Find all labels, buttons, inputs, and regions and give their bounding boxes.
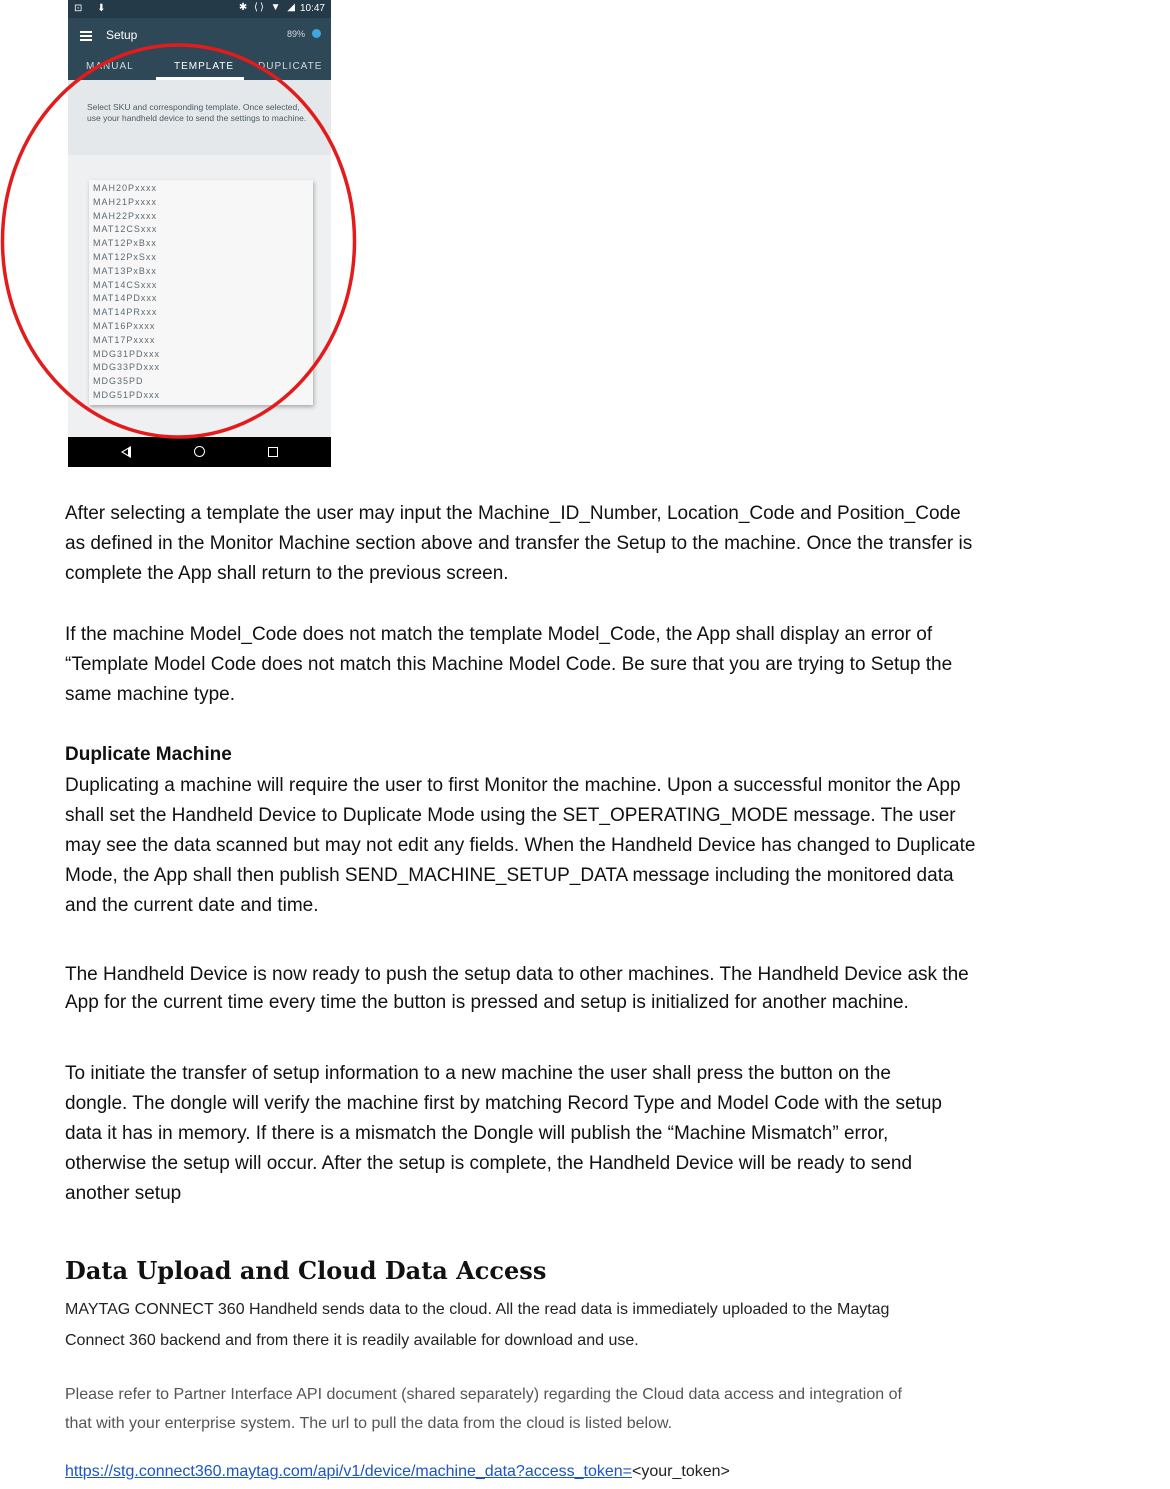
section-heading-data-upload: Data Upload and Cloud Data Access <box>65 1256 547 1285</box>
red-annotation-circle <box>0 42 357 440</box>
para-handheld-ready: The Handheld Device is now ready to push the setup data to other machines. The Handheld Device ask the App for the current time every time the button is pressed and setup is initialized for another machine. <box>65 964 969 1013</box>
instructions-text: Select SKU and corresponding template. Once selected, use your handheld device to send the settings to machine. <box>87 102 307 123</box>
sku-item[interactable]: MAT12PxBxx <box>93 238 157 249</box>
sku-item[interactable]: MAT13PxBxx <box>93 265 157 276</box>
back-icon[interactable] <box>121 446 131 458</box>
sku-item[interactable]: MAT12CSxxx <box>93 224 158 235</box>
battery-level: 89% <box>286 29 305 39</box>
token-placeholder: <your_token> <box>632 1463 730 1480</box>
menu-icon[interactable] <box>80 31 92 41</box>
sku-item[interactable]: MDG35PD <box>93 376 144 387</box>
status-bar <box>68 0 331 18</box>
signal-icons: ✱ ⟨⟩ ▼ ◢ <box>238 2 297 13</box>
duplicate-machine-heading: Duplicate Machine <box>65 744 232 765</box>
sku-item[interactable]: MAT16Pxxxx <box>93 321 156 331</box>
status-time: 10:47 <box>299 3 325 14</box>
sku-item[interactable]: MAT12PxSxx <box>93 252 157 262</box>
app-title: Setup <box>106 28 138 42</box>
sku-item[interactable]: MAH20Pxxxx <box>93 183 158 193</box>
home-icon[interactable] <box>194 446 205 457</box>
sku-item[interactable]: MDG31PDxxx <box>93 348 161 359</box>
api-url-link[interactable]: https://stg.connect360.maytag.com/api/v1/device/machine_data?access_token= <box>65 1463 633 1480</box>
tab-duplicate[interactable]: DUPLICATE <box>258 61 323 72</box>
sku-item[interactable]: MAT14PRxxx <box>93 307 158 318</box>
tab-manual[interactable]: MANUAL <box>86 61 134 72</box>
android-nav-bar <box>68 437 331 467</box>
para-model-mismatch: If the machine Model_Code does not match the template Model_Code, the App shall display an error of “Template Model Code does not match this Machine Model Code. Be sure that you are trying to Setup the same machine type. <box>65 624 953 705</box>
recent-apps-icon[interactable] <box>268 447 278 457</box>
sku-item[interactable]: MAH22Pxxxx <box>93 210 158 221</box>
sku-item[interactable]: MDG33PDxxx <box>93 362 161 373</box>
connection-dot-icon <box>312 29 321 38</box>
para-duplicating: Duplicating a machine will require the user to first Monitor the machine. Upon a successful monitor the App shall set the Handheld Device to Duplicate Mode using the SET_OPERATING_MODE message. The user may see the data scanned but may not edit any fields. When the Handheld Device has changed to Duplicate Mode, the App shall then publish SEND_MACHINE_SETUP_DATA message including the monitored data and the current date and time. <box>65 775 976 916</box>
sku-item[interactable]: MAT17Pxxxx <box>93 334 156 345</box>
para-after-template: After selecting a template the user may input the Machine_ID_Number, Location_Code and Position_Code as defined in the Monitor Machine section above and transfer the Setup to the machine. Once the transfer is complete the App shall return to the previous screen. <box>65 503 973 584</box>
api-url-line <box>65 1463 730 1481</box>
tab-template[interactable]: TEMPLATE <box>174 61 235 72</box>
sku-item[interactable]: MAH21Pxxxx <box>93 196 158 207</box>
notification-icons: ⊡ ⬇ <box>74 3 112 14</box>
sku-item[interactable]: MAT14PDxxx <box>93 293 158 304</box>
sku-item[interactable]: MAT14CSxxx <box>93 279 158 290</box>
para-initiate-transfer: To initiate the transfer of setup information to a new machine the user shall press the button on the dongle. The dongle will verify the machine first by matching Record Type and Model Code with the setup data it has in memory. If there is a mismatch the Dongle will publish the “Machine Mismatch” error, otherwise the setup will occur. After the setup is complete, the Handheld Device will be ready to send another setup <box>65 1063 942 1204</box>
para-cloud-upload: MAYTAG CONNECT 360 Handheld sends data to the cloud. All the read data is immediately uploaded to the Maytag Connect 360 backend and from there it is readily available for download and use. <box>65 1301 890 1349</box>
sku-item[interactable]: MDG51PDxxx <box>93 390 161 400</box>
para-partner-api: Please refer to Partner Interface API document (shared separately) regarding the Cloud data access and integration of that with your enterprise system. The url to pull the data from the cloud is listed below. <box>65 1386 902 1432</box>
